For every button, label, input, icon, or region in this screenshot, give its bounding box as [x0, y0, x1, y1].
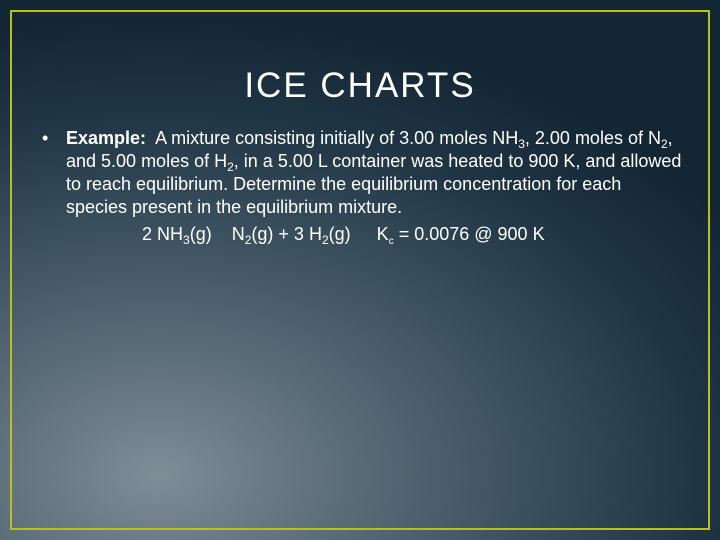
product-n2: N	[231, 224, 245, 244]
product-h2-phase: (g)	[328, 224, 351, 244]
reactant-nh3-subscript: 3	[183, 233, 190, 247]
kc-symbol: K	[376, 224, 389, 244]
product-n2-phase-and-h2: (g) + 3 H	[251, 224, 322, 244]
kc-value: = 0.0076 @ 900 K	[393, 224, 545, 244]
bullet-item	[42, 127, 682, 219]
problem-text-3: , and 5.00 moles of H	[66, 128, 673, 171]
problem-text-4: , in a 5.00 L container was heated to 900 K, and allowed to reach equilibrium. Determine the equilibrium concentration for each species present in the equilibrium mixture.	[66, 151, 682, 217]
kc-subscript: c	[388, 236, 394, 247]
slide-title: ICE CHARTS	[244, 66, 476, 105]
bullet-icon: •	[42, 128, 49, 148]
reaction-equation	[42, 223, 682, 246]
example-label: Example:	[66, 128, 147, 148]
reactant-nh3: 2 NH	[142, 224, 184, 244]
problem-text-2: , 2.00 moles of N	[524, 128, 661, 148]
product-h2-subscript: 2	[321, 233, 329, 247]
slide-body	[42, 127, 682, 246]
reactant-nh3-phase: (g)	[189, 224, 212, 244]
problem-subscript-2: 2	[660, 137, 668, 151]
problem-subscript-1: 3	[518, 137, 525, 151]
product-n2-subscript: 2	[244, 233, 252, 247]
problem-subscript-3: 2	[227, 160, 234, 174]
problem-text-1: A mixture consisting initially of 3.00 moles NH	[155, 128, 519, 148]
